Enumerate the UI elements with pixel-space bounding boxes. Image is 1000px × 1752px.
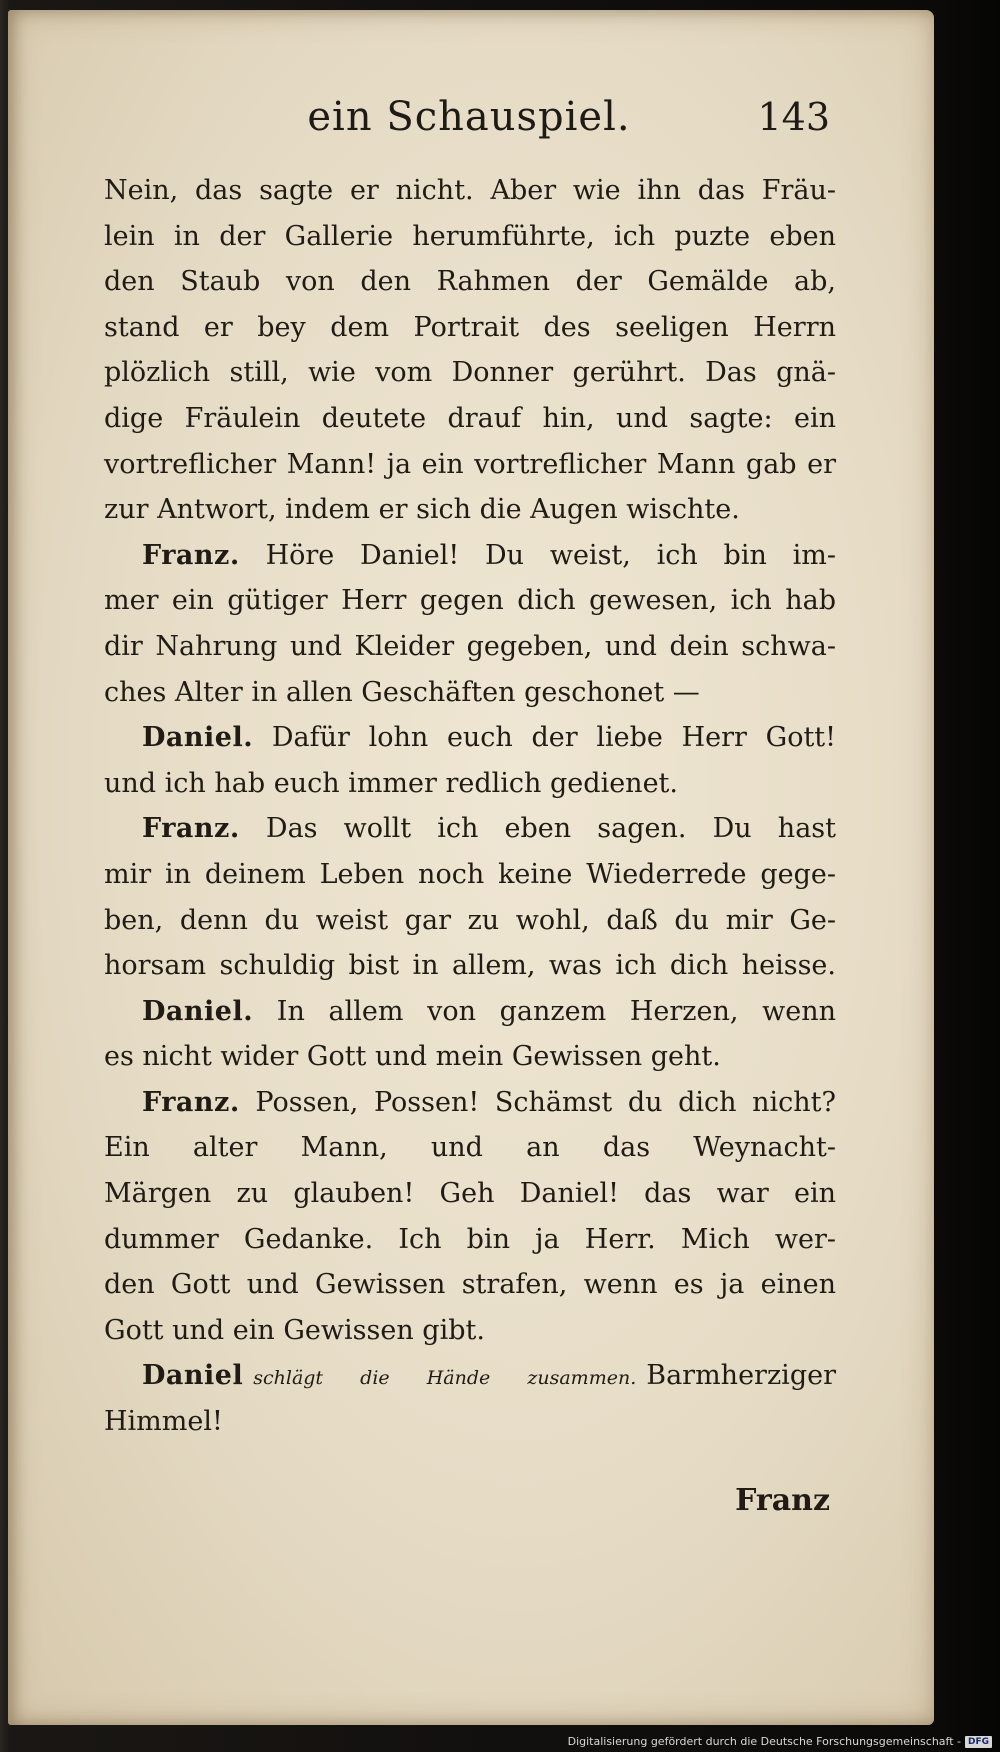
text-line: stand er bey dem Portrait des seeligen Herrn <box>104 311 836 343</box>
text-line: und ich hab euch immer redlich gedienet. <box>104 767 678 799</box>
text-line: mer ein gütiger Herr gegen dich gewesen, ich hab <box>104 585 836 617</box>
text-line: Himmel! <box>104 1406 223 1438</box>
text-line: den Staub von den Rahmen der Gemälde ab, <box>104 266 836 298</box>
dfg-logo: DFG <box>965 1736 992 1748</box>
text-line: mir in deinem Leben noch keine Wiederrede gege- <box>104 858 836 890</box>
text-line: dir Nahrung und Kleider gegeben, und dein schwa- <box>104 630 836 662</box>
speech-line: Daniel. In allem von ganzem Herzen, wenn <box>142 995 836 1027</box>
text-line: horsam schuldig bist in allem, was ich dich heisse. <box>104 950 836 982</box>
page-header <box>108 82 830 152</box>
speaker-name: Daniel. <box>142 995 254 1027</box>
text-line: vortreflicher Mann! ja ein vortreflicher Mann gab er <box>104 448 836 480</box>
text-line: ches Alter in allen Geschäften geschonet — <box>104 676 700 708</box>
speaker-name: Franz. <box>142 813 240 845</box>
text-line: Ein alter Mann, und an das Weynacht- <box>104 1132 836 1164</box>
text-line: plözlich still, wie vom Donner gerührt. Das gnä- <box>104 357 836 389</box>
text-line: Nein, das sagte er nicht. Aber wie ihn das Fräu- <box>104 175 836 206</box>
speaker-name: Franz. <box>142 539 240 571</box>
text-line: lein in der Gallerie herumführte, ich puzte eben <box>104 220 836 252</box>
speaker-name: Franz. <box>142 1086 240 1118</box>
stage-direction: schlägt die Hände zusammen. <box>253 1367 637 1390</box>
text-line: es nicht wider Gott und mein Gewissen geht. <box>104 1041 721 1073</box>
running-title: ein Schauspiel. <box>307 94 631 140</box>
speaker-name: Daniel <box>142 1360 244 1392</box>
text-line: dummer Gedanke. Ich bin ja Herr. Mich wer- <box>104 1223 836 1255</box>
book-page <box>8 10 934 1725</box>
speaker-name: Daniel. <box>142 722 254 754</box>
text-line: zur Antwort, indem er sich die Augen wischte. <box>104 494 740 526</box>
text-line: Gott und ein Gewissen gibt. <box>104 1314 485 1346</box>
text-line: dige Fräulein deutete drauf hin, und sagte: ein <box>104 402 836 434</box>
credit-text: Digitalisierung gefördert durch die Deutsche Forschungsgemeinschaft - <box>567 1735 961 1748</box>
text-line: Märgen zu glauben! Geh Daniel! das war ein <box>104 1178 836 1210</box>
speech-line: Daniel. Dafür lohn euch der liebe Herr Gott! <box>142 722 836 754</box>
speech-line: Daniel schlägt die Hände zusammen. Barmherziger <box>142 1360 836 1392</box>
text-line: ben, denn du weist gar zu wohl, daß du mir Ge- <box>104 904 836 936</box>
digitization-credit <box>568 1735 992 1748</box>
speech-line: Franz. Höre Daniel! Du weist, ich bin im- <box>142 539 836 571</box>
speech-line: Franz. Possen, Possen! Schämst du dich nicht? <box>142 1086 836 1118</box>
body-text <box>104 168 836 1445</box>
catchword: Franz <box>735 1483 830 1518</box>
text-line: den Gott und Gewissen strafen, wenn es ja einen <box>104 1269 836 1301</box>
page-number: 143 <box>757 95 830 139</box>
speech-line: Franz. Das wollt ich eben sagen. Du hast <box>142 813 836 845</box>
